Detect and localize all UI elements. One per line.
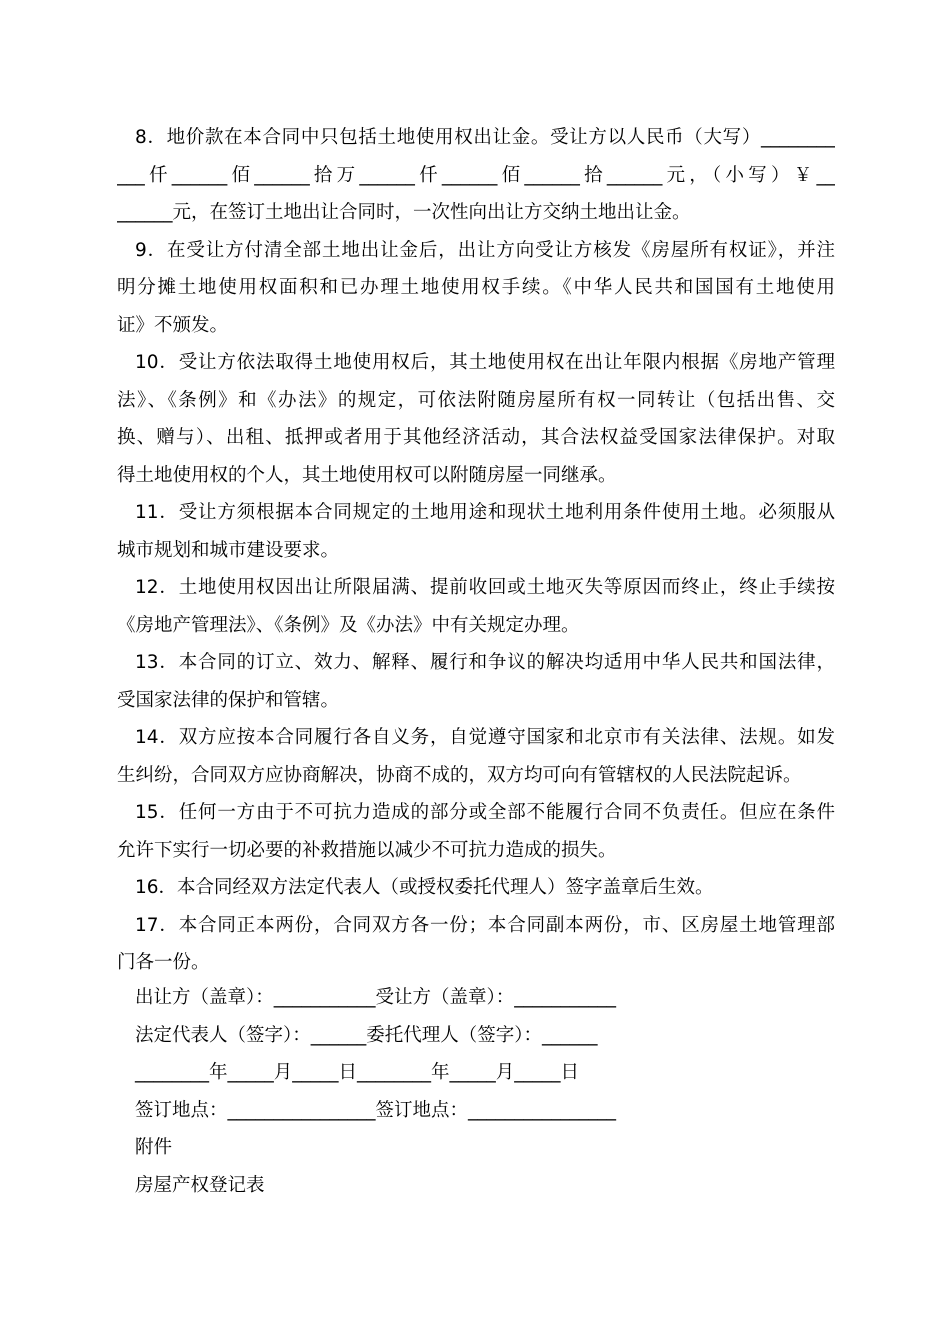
clause-8-line-2: ___仟______佰______拾万______仟______佰______拾______元，（小写）￥__ xyxy=(117,164,835,186)
clause-13-line-2: 受国家法律的保护和管辖。 xyxy=(117,689,340,711)
clause-11-line-2: 城市规划和城市建设要求。 xyxy=(117,539,340,561)
clause-10-line-1: 10．受让方依法取得土地使用权后，其土地使用权在出让年限内根据《房地产管理 xyxy=(135,352,835,373)
clauses-body xyxy=(117,119,835,982)
clause-10-line-3: 换、赠与）、出租、抵押或者用于其他经济活动，其合法权益受国家法律保护。对取 xyxy=(117,427,835,448)
clause-9 xyxy=(117,232,835,345)
clause-14 xyxy=(117,719,835,794)
clause-16-line-1: 16．本合同经双方法定代表人（或授权委托代理人）签字盖章后生效。 xyxy=(135,877,714,898)
clause-9-line-3: 证》不颁发。 xyxy=(117,314,229,336)
clause-10-line-2: 法》、《条例》和《办法》的规定，可依法附随房屋所有权一同转让（包括出售、交 xyxy=(117,389,835,411)
clause-13-line-1: 13．本合同的订立、效力、解释、履行和争议的解决均适用中华人民共和国法律， xyxy=(135,652,835,673)
clause-17-line-1: 17．本合同正本两份，合同双方各一份；本合同副本两份，市、区房屋土地管理部 xyxy=(135,914,835,936)
clause-12 xyxy=(117,569,835,644)
clause-12-line-1: 12．土地使用权因出让所限届满、提前收回或土地灭失等原因而终止，终止手续按 xyxy=(135,577,835,598)
signature-block xyxy=(135,979,655,1204)
signing-place-line: 签订地点：________________签订地点：________________ xyxy=(135,1099,617,1121)
clause-13 xyxy=(117,644,835,719)
clause-15-line-1: 15．任何一方由于不可抗力造成的部分或全部不能履行合同不负责任。但应在条件 xyxy=(135,802,835,823)
clause-11-line-1: 11．受让方须根据本合同规定的土地用途和现状土地利用条件使用土地。必须服从 xyxy=(135,502,835,523)
clause-10-line-4: 得土地使用权的个人，其土地使用权可以附随房屋一同继承。 xyxy=(117,464,617,486)
clause-10 xyxy=(117,344,835,494)
clause-17-line-2: 门各一份。 xyxy=(117,952,210,973)
clause-15 xyxy=(117,794,835,869)
clause-8-line-3: ______元，在签订土地出让合同时，一次性向出让方交纳土地出让金。 xyxy=(117,202,691,223)
representative-line: 法定代表人（签字）：______委托代理人（签字）：______ xyxy=(135,1024,598,1046)
clause-9-line-2: 明分摊土地使用权面积和已办理土地使用权手续。《中华人民共和国国有土地使用 xyxy=(117,277,835,298)
date-line: ________年_____月_____日________年_____月_____日 xyxy=(135,1062,580,1083)
clause-17 xyxy=(117,907,835,982)
seal-line: 出让方（盖章）：___________受让方（盖章）：___________ xyxy=(135,987,617,1008)
clause-14-line-1: 14．双方应按本合同履行各自义务，自觉遵守国家和北京市有关法律、法规。如发 xyxy=(135,727,835,748)
clause-16 xyxy=(117,869,835,907)
clause-11 xyxy=(117,494,835,569)
attachment-title: 房屋产权登记表 xyxy=(135,1174,265,1196)
clause-14-line-2: 生纠纷，合同双方应协商解决，协商不成的，双方均可向有管辖权的人民法院起诉。 xyxy=(117,764,802,786)
clause-12-line-2: 《房地产管理法》、《条例》及《办法》中有关规定办理。 xyxy=(117,614,580,636)
clause-8 xyxy=(117,119,835,232)
clause-15-line-2: 允许下实行一切必要的补救措施以减少不可抗力造成的损失。 xyxy=(117,839,617,861)
clause-8-line-1: 8．地价款在本合同中只包括土地使用权出让金。受让方以人民币（大写）________ xyxy=(135,127,835,148)
attachment-label: 附件 xyxy=(135,1137,173,1158)
clause-9-line-1: 9．在受让方付清全部土地出让金后，出让方向受让方核发《房屋所有权证》，并注 xyxy=(135,239,835,261)
